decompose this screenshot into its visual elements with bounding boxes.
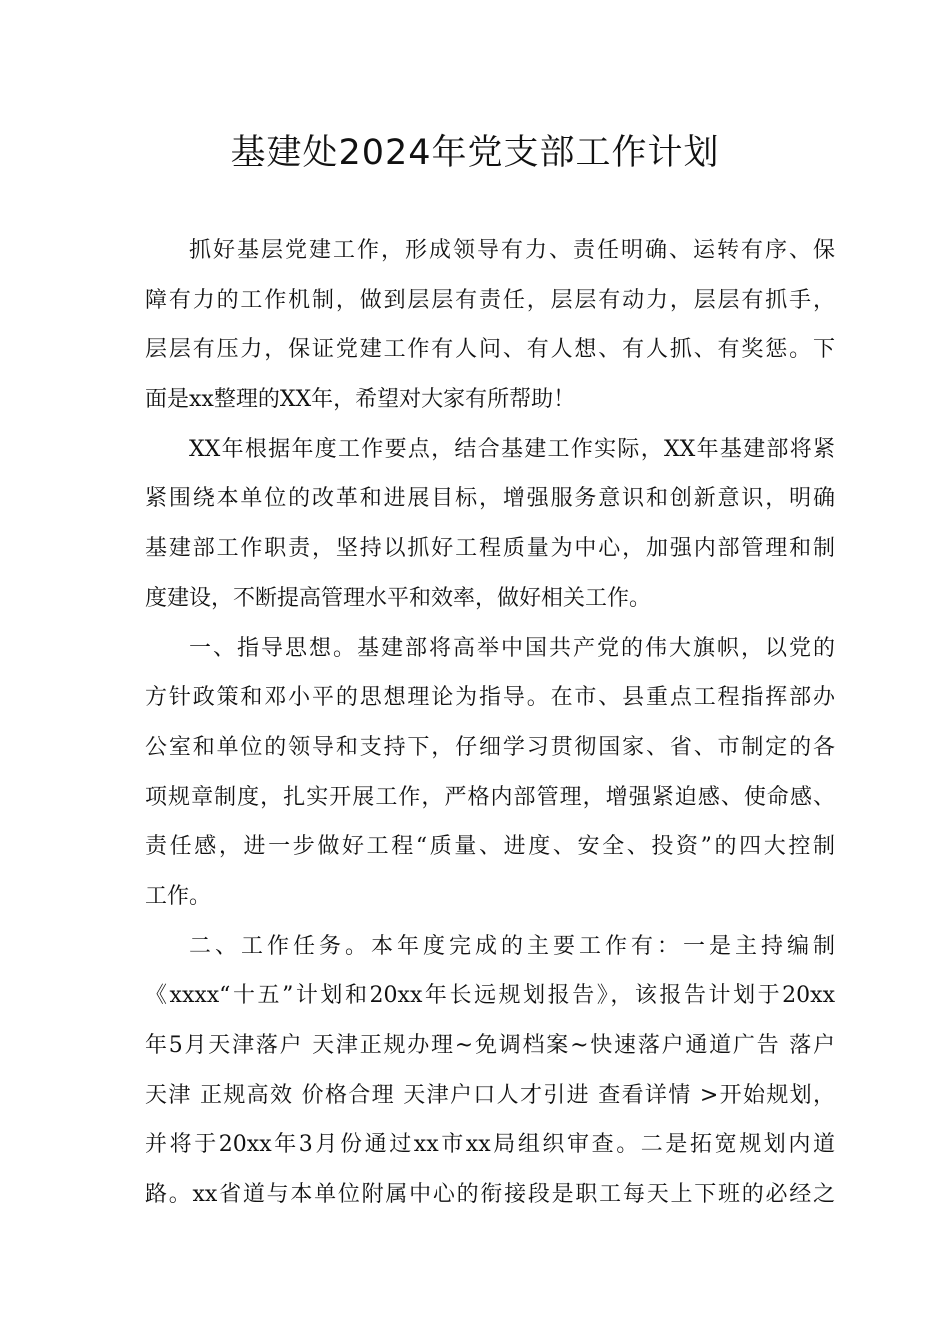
document-title: 基建处2024年党支部工作计划 bbox=[230, 133, 720, 173]
text-line: XX年根据年度工作要点，结合基建工作实际，XX年基建部将紧 bbox=[189, 436, 835, 462]
text-line: 方针政策和邓小平的思想理论为指导。在市、县重点工程指挥部办 bbox=[145, 685, 835, 711]
text-line: 年5月天津落户 天津正规办理~免调档案~快速落户通道广告 落户 bbox=[145, 1033, 835, 1058]
text-line: 责任感，进一步做好工程“质量、进度、安全、投资”的四大控制 bbox=[145, 834, 835, 860]
text-line: 一、指导思想。基建部将高举中国共产党的伟大旗帜，以党的 bbox=[189, 635, 835, 661]
text-line: 路。xx省道与本单位附属中心的衔接段是职工每天上下班的必经之 bbox=[145, 1182, 835, 1208]
text-line: 《xxxx“十五”计划和20xx年长远规划报告》，该报告计划于20xx bbox=[145, 983, 835, 1009]
text-line: 面是xx整理的XX年，希望对大家有所帮助！ bbox=[145, 387, 576, 413]
text-line: 度建设，不断提高管理水平和效率，做好相关工作。 bbox=[145, 585, 652, 611]
text-line: 抓好基层党建工作，形成领导有力、责任明确、运转有序、保 bbox=[189, 238, 835, 263]
document-body bbox=[145, 226, 835, 1220]
text-line: 天津 正规高效 价格合理 天津户口人才引进 查看详情 >开始规划， bbox=[145, 1082, 835, 1108]
text-line: 紧围绕本单位的改革和进展目标，增强服务意识和创新意识，明确 bbox=[145, 486, 835, 512]
text-line: 层层有压力，保证党建工作有人问、有人想、有人抓、有奖惩。下 bbox=[145, 337, 835, 363]
text-line: 二、工作任务。本年度完成的主要工作有：一是主持编制 bbox=[189, 933, 835, 959]
text-line: 工作。 bbox=[145, 883, 212, 909]
text-line: 并将于20xx年3月份通过xx市xx局组织审查。二是拓宽规划内道 bbox=[145, 1132, 835, 1158]
text-line: 项规章制度，扎实开展工作，严格内部管理，增强紧迫感、使命感、 bbox=[145, 784, 835, 810]
text-line: 基建部工作职责，坚持以抓好工程质量为中心，加强内部管理和制 bbox=[145, 536, 835, 562]
text-line: 障有力的工作机制，做到层层有责任，层层有动力，层层有抓手， bbox=[145, 287, 835, 313]
text-line: 公室和单位的领导和支持下，仔细学习贯彻国家、省、市制定的各 bbox=[145, 734, 835, 760]
